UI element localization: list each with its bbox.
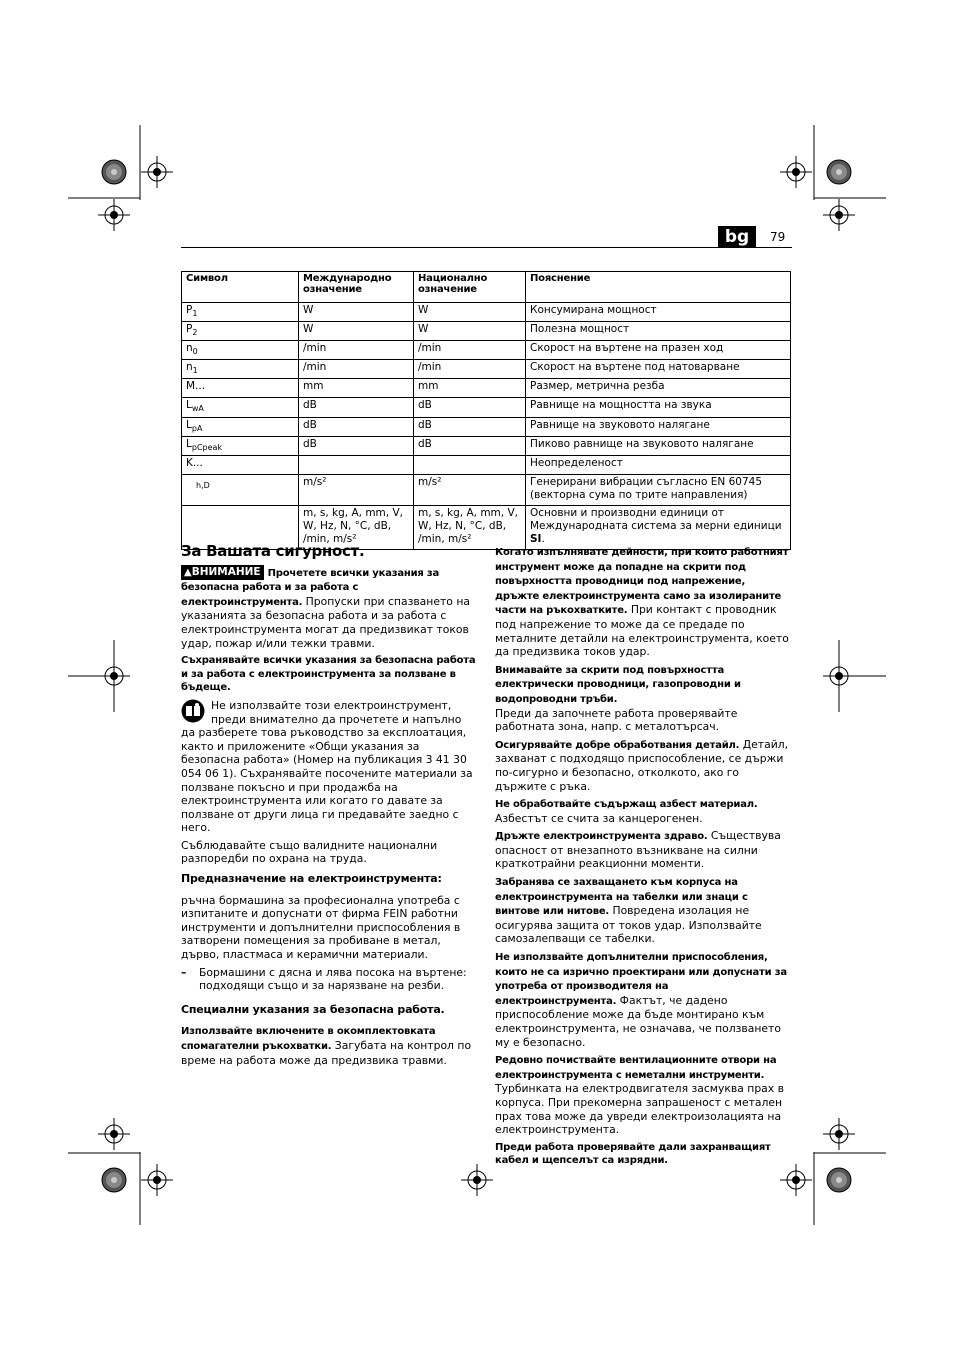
color-wheel-icon: [827, 1168, 851, 1192]
symbols-table: [181, 271, 791, 550]
registration-mark-icon: [823, 660, 855, 692]
table-header-cell: Символ: [182, 272, 299, 303]
symbol-cell: [182, 360, 299, 379]
international-unit-cell: m/s²: [299, 474, 414, 505]
paragraph-live-wires: [495, 545, 791, 659]
registration-mark-icon: [98, 660, 130, 692]
symbol-cell: [182, 417, 299, 436]
national-unit-cell: dB: [414, 398, 526, 417]
language-tab: bg: [718, 226, 756, 248]
description-cell: [526, 303, 791, 322]
description-text: Пиково равнище на звуковото налягане: [530, 437, 754, 450]
national-unit-cell: W: [414, 303, 526, 322]
registration-mark-icon: [780, 156, 812, 188]
table-row: [182, 360, 791, 379]
table-row: [182, 455, 791, 474]
international-unit-cell: W: [299, 322, 414, 341]
right-column: [495, 545, 791, 1172]
color-wheel-icon: [102, 160, 126, 184]
description-text: Основни и производни единици от Международната система за мерни единици: [530, 506, 782, 532]
symbol-text: P: [186, 304, 193, 316]
registration-mark-icon: [823, 1118, 855, 1150]
paragraph-cable-check: Преди работа проверявайте дали захранващият кабел и щепселът са изрядни.: [495, 1141, 771, 1167]
table-header-row: [182, 272, 791, 303]
symbol-cell: [182, 455, 299, 474]
warning-label: ВНИМАНИЕ: [191, 565, 261, 578]
purpose-heading: Предназначение на електроинструмента:: [181, 872, 442, 886]
registration-mark-icon: [461, 1164, 493, 1196]
table-row: [182, 474, 791, 505]
header-rule: [181, 247, 792, 248]
table-row: [182, 398, 791, 417]
body-text: Детайл, захванат с подходящо приспособление, се държи по-сигурно и безопасно, отколкото, ако го държите с ръка.: [495, 737, 789, 793]
symbol-cell: [182, 474, 299, 505]
left-column: [181, 542, 477, 1071]
symbol-subscript: 1: [192, 366, 198, 376]
description-cell: [526, 360, 791, 379]
bold-lead: Забранява се захващането към корпуса на електроинструмента на табелки или знаци с винтове или нитове.: [495, 877, 748, 918]
symbol-text: n: [186, 361, 193, 374]
table-row: [182, 322, 791, 341]
symbol-cell: [182, 322, 299, 341]
table-header-cell: Международно означение: [299, 272, 414, 303]
bold-lead: Редовно почиствайте вентилационните отвори на електроинструмента с неметални инструменти.: [495, 1055, 777, 1081]
national-unit-cell: m/s²: [414, 474, 526, 505]
symbol-text: L: [186, 399, 192, 412]
symbol-subscript: pCpeak: [191, 442, 223, 452]
description-text: Генерирани вибрации съгласно EN 60745 (векторна сума по трите направления): [530, 475, 763, 501]
symbol-cell: [182, 341, 299, 360]
international-unit-cell: [299, 455, 414, 474]
symbol-subscript: 0: [192, 347, 198, 357]
symbol-subscript: wA: [191, 404, 204, 414]
symbol-subscript: h,D: [196, 480, 210, 490]
national-unit-cell: /min: [414, 341, 526, 360]
body-text: Азбестът се счита за канцерогенен.: [495, 811, 703, 825]
keep-instructions: Съхранявайте всички указания за безопасна работа и за работа с електроинструмента за ползване в бъдеще.: [181, 655, 476, 694]
national-unit-cell: dB: [414, 436, 526, 455]
table-row: [182, 341, 791, 360]
color-wheel-icon: [827, 160, 851, 184]
bold-lead: Осигурявайте добре обработвания детайл.: [495, 739, 740, 751]
bold-lead: Внимавайте за скрити под повърхността електрически проводници, газопроводни и водопроводни тръби.: [495, 664, 741, 705]
description-cell: [526, 505, 791, 549]
body-text: Преди да започнете работа проверявайте работната зона, напр. с металотърсач.: [495, 706, 738, 734]
international-unit-cell: /min: [299, 360, 414, 379]
table-row: [182, 303, 791, 322]
page-number: 79: [770, 230, 786, 244]
registration-mark-icon: [141, 1164, 173, 1196]
bold-lead: Когато изпълнявате дейности, при които работният инструмент може да попадне на скрити под повърхността проводници под напрежение, дръжте електроинструмента само за изолираните части на ръкохватките.: [495, 547, 789, 617]
description-cell: [526, 341, 791, 360]
manual-paragraph: [181, 699, 477, 835]
international-unit-cell: dB: [299, 417, 414, 436]
national-unit-cell: dB: [414, 417, 526, 436]
national-unit-cell: m, s, kg, A, mm, V, W, Hz, N, °C, dB, /min, m/s²: [414, 505, 526, 549]
description-cell: [526, 455, 791, 474]
international-unit-cell: dB: [299, 436, 414, 455]
international-unit-cell: /min: [299, 341, 414, 360]
international-unit-cell: m, s, kg, A, mm, V, W, Hz, N, °C, dB, /min, m/s²: [299, 505, 414, 549]
symbol-cell: [182, 398, 299, 417]
body-text: Съществува опасност от внезапното възникване на силни краткотрайни реакционни моменти.: [495, 829, 781, 871]
national-regulations: Съблюдавайте също валидните национални разпоредби по охрана на труда.: [181, 838, 438, 866]
handles-bold: Използвайте включените в окомплектовката спомагателни ръкохватки.: [181, 1026, 436, 1052]
bold-lead: Не обработвайте съдържащ азбест материал.: [495, 799, 758, 811]
paragraph-workpiece: [495, 738, 791, 793]
registration-mark-icon: [98, 1118, 130, 1150]
national-unit-cell: mm: [414, 379, 526, 398]
symbol-cell: [182, 436, 299, 455]
description-bold: SI: [530, 532, 542, 545]
manual-text: Не използвайте този електроинструмент, преди внимателно да прочетете и напълно да разберете това ръководство за експлоатация, както и приложените «Общи указания за безопасна работа» (Номер на публикация 3 41 30 054 06 1). Съхранявайте посочените материали за ползване покъсно и при продажба на електроинструмента или когато го давате за ползване от други лица ги предавайте заедно с него.: [181, 698, 473, 835]
warning-text: Пропуски при спазването на указанията за безопасна работа и за работа с електроинструмента могат да предизвикат токов удар, пожар и/или тежки травми.: [181, 594, 470, 650]
symbol-subscript: pA: [191, 423, 203, 433]
paragraph-hidden-lines: [495, 663, 791, 734]
list-item: [181, 966, 477, 993]
warning-paragraph: [181, 565, 477, 651]
registration-mark-icon: [141, 156, 173, 188]
table-row: [182, 436, 791, 455]
bold-lead: Не използвайте допълнителни приспособления, които не са изрично проектирани или допуснати за употреба от производителя на електроинструмента.: [495, 952, 787, 1007]
description-tail: .: [541, 532, 545, 545]
paragraph-hold-firmly: [495, 829, 791, 871]
symbol-subscript: 2: [192, 328, 198, 338]
warning-badge: [181, 565, 264, 581]
symbol-text: L: [186, 437, 192, 450]
description-text: Размер, метрична резба: [530, 380, 665, 393]
bullet-dash: –: [181, 965, 187, 979]
paragraph-accessories: [495, 950, 791, 1049]
table-row: [182, 417, 791, 436]
international-unit-cell: W: [299, 303, 414, 322]
description-cell: [526, 436, 791, 455]
international-unit-cell: dB: [299, 398, 414, 417]
body-text: Повредена изолация не осигурява защита от токов удар. Използвайте самозалепващи се табелки.: [495, 904, 762, 946]
description-cell: [526, 322, 791, 341]
body-text: При контакт с проводник под напрежение то може да се предаде по металните детайли на електроинструмента, което да предизвика токов удар.: [495, 603, 789, 659]
color-wheel-icon: [102, 1168, 126, 1192]
paragraph-labels: [495, 875, 791, 946]
description-text: Консумирана мощност: [530, 304, 657, 316]
registration-mark-icon: [823, 199, 855, 231]
table-header-cell: Пояснение: [526, 272, 791, 303]
symbol-text: M...: [186, 380, 206, 393]
description-text: Скорост на въртене на празен ход: [530, 342, 724, 355]
symbol-subscript: 1: [192, 309, 198, 319]
special-heading: Специални указания за безопасна работа.: [181, 1002, 445, 1016]
description-cell: [526, 474, 791, 505]
description-text: Скорост на въртене под натоварване: [530, 361, 740, 374]
warning-bold-text: Прочетете всички указания за безопасна работа и за работа с електроинструмента.: [181, 567, 440, 608]
symbol-text: K...: [186, 456, 203, 469]
handles-paragraph: [181, 1024, 477, 1067]
table-header-cell: Национално означение: [414, 272, 526, 303]
description-cell: [526, 379, 791, 398]
body-text: Турбинката на електродвигателя засмуква прах в корпуса. При прекомерна запрашеност с метален прах това може да увреди електроизолацията на електроинструмента.: [495, 1082, 784, 1137]
table-row: [182, 379, 791, 398]
national-unit-cell: /min: [414, 360, 526, 379]
warning-triangle-icon: ▲: [184, 566, 192, 578]
paragraph-ventilation: [495, 1053, 791, 1137]
description-cell: [526, 417, 791, 436]
description-text: Равнище на звуковото налягане: [530, 418, 710, 431]
symbol-cell: [182, 379, 299, 398]
handles-text: Загубата на контрол по време на работа може да предизвика травми.: [181, 1039, 472, 1067]
paragraph-asbestos: [495, 797, 791, 825]
symbol-cell: [182, 303, 299, 322]
description-text: Полезна мощност: [530, 323, 630, 336]
registration-mark-icon: [98, 199, 130, 231]
bold-lead: Дръжте електроинструмента здраво.: [495, 831, 708, 843]
section-title: За Вашата сигурност.: [181, 542, 365, 560]
national-unit-cell: [414, 455, 526, 474]
symbol-text: L: [186, 418, 192, 431]
bullet-text: Бормашини с дясна и лява посока на въртене: подходящи също и за нарязване на резби.: [199, 965, 467, 993]
symbol-text: P: [186, 323, 193, 336]
body-text: Фактът, че дадено приспособление може да бъде монтирано към електроинструмента, не означава, че ползването му е безопасно.: [495, 993, 781, 1049]
symbol-text: n: [186, 342, 193, 355]
description-cell: [526, 398, 791, 417]
international-unit-cell: mm: [299, 379, 414, 398]
purpose-text: ръчна бормашина за професионална употреба с изпитаните и допуснати от фирма FEIN работни инструменти и допълнителни приспособления в затворени помещения за пробиване в метал, дърво, пластмаса и керамични материали.: [181, 893, 461, 962]
description-text: Неопределеност: [530, 456, 623, 469]
read-manual-icon: [181, 699, 205, 723]
description-text: Равнище на мощността на звука: [530, 399, 712, 412]
national-unit-cell: W: [414, 322, 526, 341]
